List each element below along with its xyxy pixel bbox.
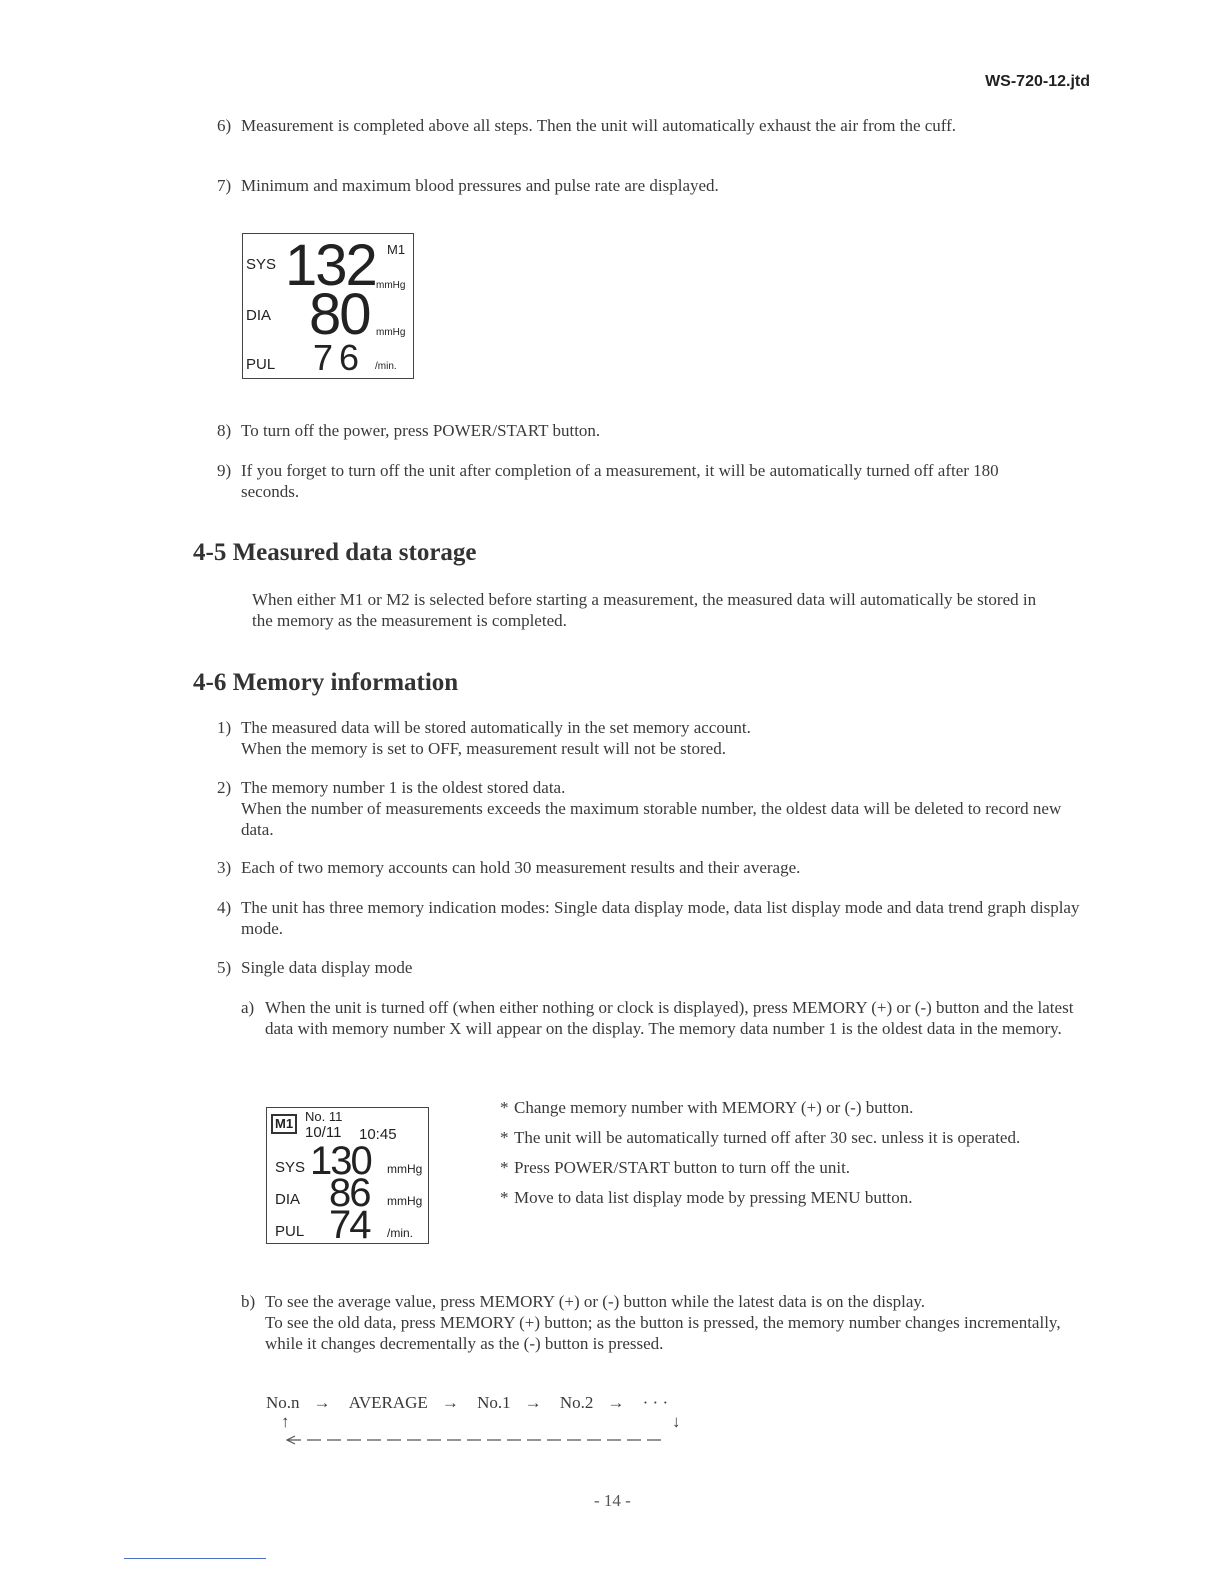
step-8: 8) To turn off the power, press POWER/START button. <box>217 421 601 440</box>
section-4-6-title: 4-6 Memory information <box>193 669 459 696</box>
return-arrow-line <box>285 1433 665 1447</box>
sys-value: 132 <box>285 233 376 298</box>
pul-label: PUL <box>275 1223 305 1240</box>
step-7: 7) Minimum and maximum blood pressures and pulse rate are displayed. <box>217 176 719 195</box>
section-4-5-title: 4-5 Measured data storage <box>193 539 477 566</box>
pul-unit: /min. <box>387 1226 414 1240</box>
memory-badge: M1 <box>271 1114 297 1134</box>
page-number: - 14 - <box>594 1491 631 1510</box>
sub-item-b: b) To see the average value, press MEMORY (+) or (-) button while the latest data is on the display. To see the old data, press MEMORY (+) button; as the button is pressed, the memory number changes incrementally, while it changes decrementally as the (-) button is pressed. <box>241 1292 1061 1353</box>
sys-label: SYS <box>246 256 277 273</box>
memory-date: 10/11 <box>305 1124 342 1141</box>
arrow-right-icon: → <box>607 1393 625 1412</box>
memory-item-4: 4) The unit has three memory indication modes: Single data display mode, data list display mode and data trend graph display mode. <box>217 898 1080 938</box>
arrow-down-icon: ↓ <box>672 1412 681 1431</box>
sub-item-a: a) When the unit is turned off (when either nothing or clock is displayed), press MEMORY (+) or (-) button and the latest data with memory number X will appear on the display. The memory data number 1 is the oldest data in the memory. <box>241 998 1074 1038</box>
note-item: * The unit will be automatically turned off after 30 sec. unless it is operated. <box>500 1128 1021 1147</box>
arrow-right-icon: → <box>441 1393 459 1412</box>
seq-no-n: No.n <box>266 1393 300 1412</box>
sys-label: SYS <box>275 1159 306 1176</box>
sys-unit: mmHg <box>376 280 406 291</box>
memory-time: 10:45 <box>359 1126 397 1143</box>
notes-list <box>500 1097 1100 1217</box>
arrow-up-icon: ↑ <box>281 1412 290 1431</box>
lcd-display-memory <box>266 1107 429 1247</box>
memory-item-2: 2) The memory number 1 is the oldest stored data. When the number of measurements exceeds the maximum storable number, the oldest data will be deleted to record new data. <box>217 778 1062 839</box>
seq-no-1: No.1 <box>477 1393 511 1412</box>
sys-value: 130 <box>310 1139 371 1183</box>
pul-value: 76 <box>313 337 366 378</box>
sys-unit: mmHg <box>387 1162 423 1176</box>
arrow-right-icon: → <box>313 1393 331 1412</box>
step-6: 6) Measurement is completed above all steps. Then the unit will automatically exhaust the air from the cuff. <box>217 116 957 135</box>
memory-item-5: 5) Single data display mode <box>217 958 413 977</box>
dia-unit: mmHg <box>376 327 406 338</box>
dia-label: DIA <box>275 1191 301 1208</box>
memory-number: No. 11 <box>305 1109 343 1124</box>
seq-average: AVERAGE <box>348 1393 428 1412</box>
note-item: * Press POWER/START button to turn off the unit. <box>500 1158 851 1177</box>
memory-item-3: 3) Each of two memory accounts can hold 30 measurement results and their average. <box>217 858 801 877</box>
seq-no-2: No.2 <box>559 1393 594 1412</box>
lcd-display-measurement <box>242 233 414 379</box>
step-9: 9) If you forget to turn off the unit after completion of a measurement, it will be automatically turned off after 180 seconds. <box>217 461 999 501</box>
document-id: WS-720-12.jtd <box>985 73 1090 90</box>
note-item: * Move to data list display mode by pressing MENU button. <box>500 1188 913 1207</box>
dia-unit: mmHg <box>387 1194 423 1208</box>
memory-label: M1 <box>387 242 406 257</box>
footer-line <box>124 1558 266 1559</box>
note-item: * Change memory number with MEMORY (+) or (-) button. <box>500 1098 914 1117</box>
memory-item-1: 1) The measured data will be stored automatically in the set memory account. When the memory is set to OFF, measurement result will not be stored. <box>217 718 751 758</box>
dia-label: DIA <box>246 307 272 324</box>
arrow-right-icon: → <box>524 1393 542 1412</box>
dia-value: 86 <box>329 1171 370 1215</box>
pul-unit: /min. <box>375 361 397 372</box>
memory-sequence <box>266 1393 682 1413</box>
section-4-5-body: When either M1 or M2 is selected before starting a measurement, the measured data will automatically be stored in the memory as the measurement is completed. <box>252 590 1037 630</box>
seq-ellipsis: · · · <box>642 1393 669 1412</box>
pul-value: 74 <box>329 1203 370 1247</box>
dia-value: 80 <box>309 282 370 347</box>
pul-label: PUL <box>246 356 276 373</box>
